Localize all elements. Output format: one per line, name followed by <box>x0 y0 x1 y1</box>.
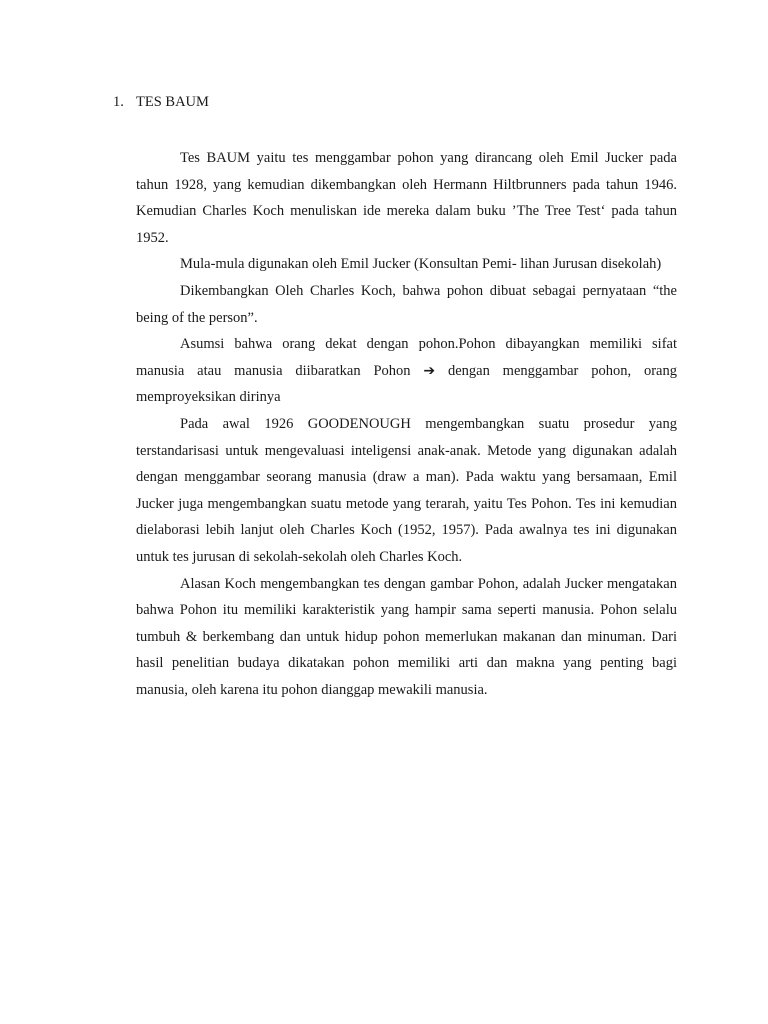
paragraph-history: Pada awal 1926 GOODENOUGH mengembangkan suatu prosedur yang terstandarisasi untuk mengevaluasi inteligensi anak-anak. Metode yang digunakan adalah dengan menggambar seorang manusia (draw a man). Pada waktu yang bersamaan, Emil Jucker juga mengembangkan suatu metode yang terarah, yaitu Tes Pohon. Tes ini kemudian dielaborasi lebih lanjut oleh Charles Koch (1952, 1957). Pada awalnya tes ini digunakan untuk tes jurusan di sekolah-sekolah oleh Charles Koch. <box>136 415 677 565</box>
assumption-text-after: dengan menggambar pohon, orang memproyeksikan dirinya <box>136 362 677 406</box>
right-arrow-icon: ➔ <box>423 362 436 379</box>
paragraph-definition: Tes BAUM yaitu tes menggambar pohon yang dirancang oleh Emil Jucker pada tahun 1928, yang kemudian dikembangkan oleh Hermann Hiltbrunners pada tahun 1946. Kemudian Charles Koch menuliskan ide mereka dalam buku ’The Tree Test‘ pada tahun 1952. <box>136 150 677 246</box>
section-number: 1. <box>113 94 124 110</box>
section-heading <box>113 92 209 112</box>
assumption-text-before: Asumsi bahwa orang dekat dengan pohon.Pohon dibayangkan memiliki sifat manusia atau manusia diibaratkan Pohon <box>136 336 677 379</box>
paragraph-origin: Mula-mula digunakan oleh Emil Jucker (Konsultan Pemi- lihan Jurusan disekolah) <box>180 256 662 273</box>
paragraph-development: Dikembangkan Oleh Charles Koch, bahwa pohon dibuat sebagai pernyataan “the being of the person”. <box>136 282 677 326</box>
document-body <box>136 145 677 703</box>
paragraph-rationale: Alasan Koch mengembangkan tes dengan gambar Pohon, adalah Jucker mengatakan bahwa Pohon itu memiliki karakteristik yang hampir sama seperti manusia. Pohon selalu tumbuh & berkembang dan untuk hidup pohon memerlukan makanan dan minuman. Dari hasil penelitian budaya dikatakan pohon memiliki arti dan makna yang penting bagi manusia, oleh karena itu pohon dianggap mewakili manusia. <box>136 575 677 698</box>
section-title: TES BAUM <box>136 94 209 110</box>
paragraph-assumption <box>136 331 677 411</box>
